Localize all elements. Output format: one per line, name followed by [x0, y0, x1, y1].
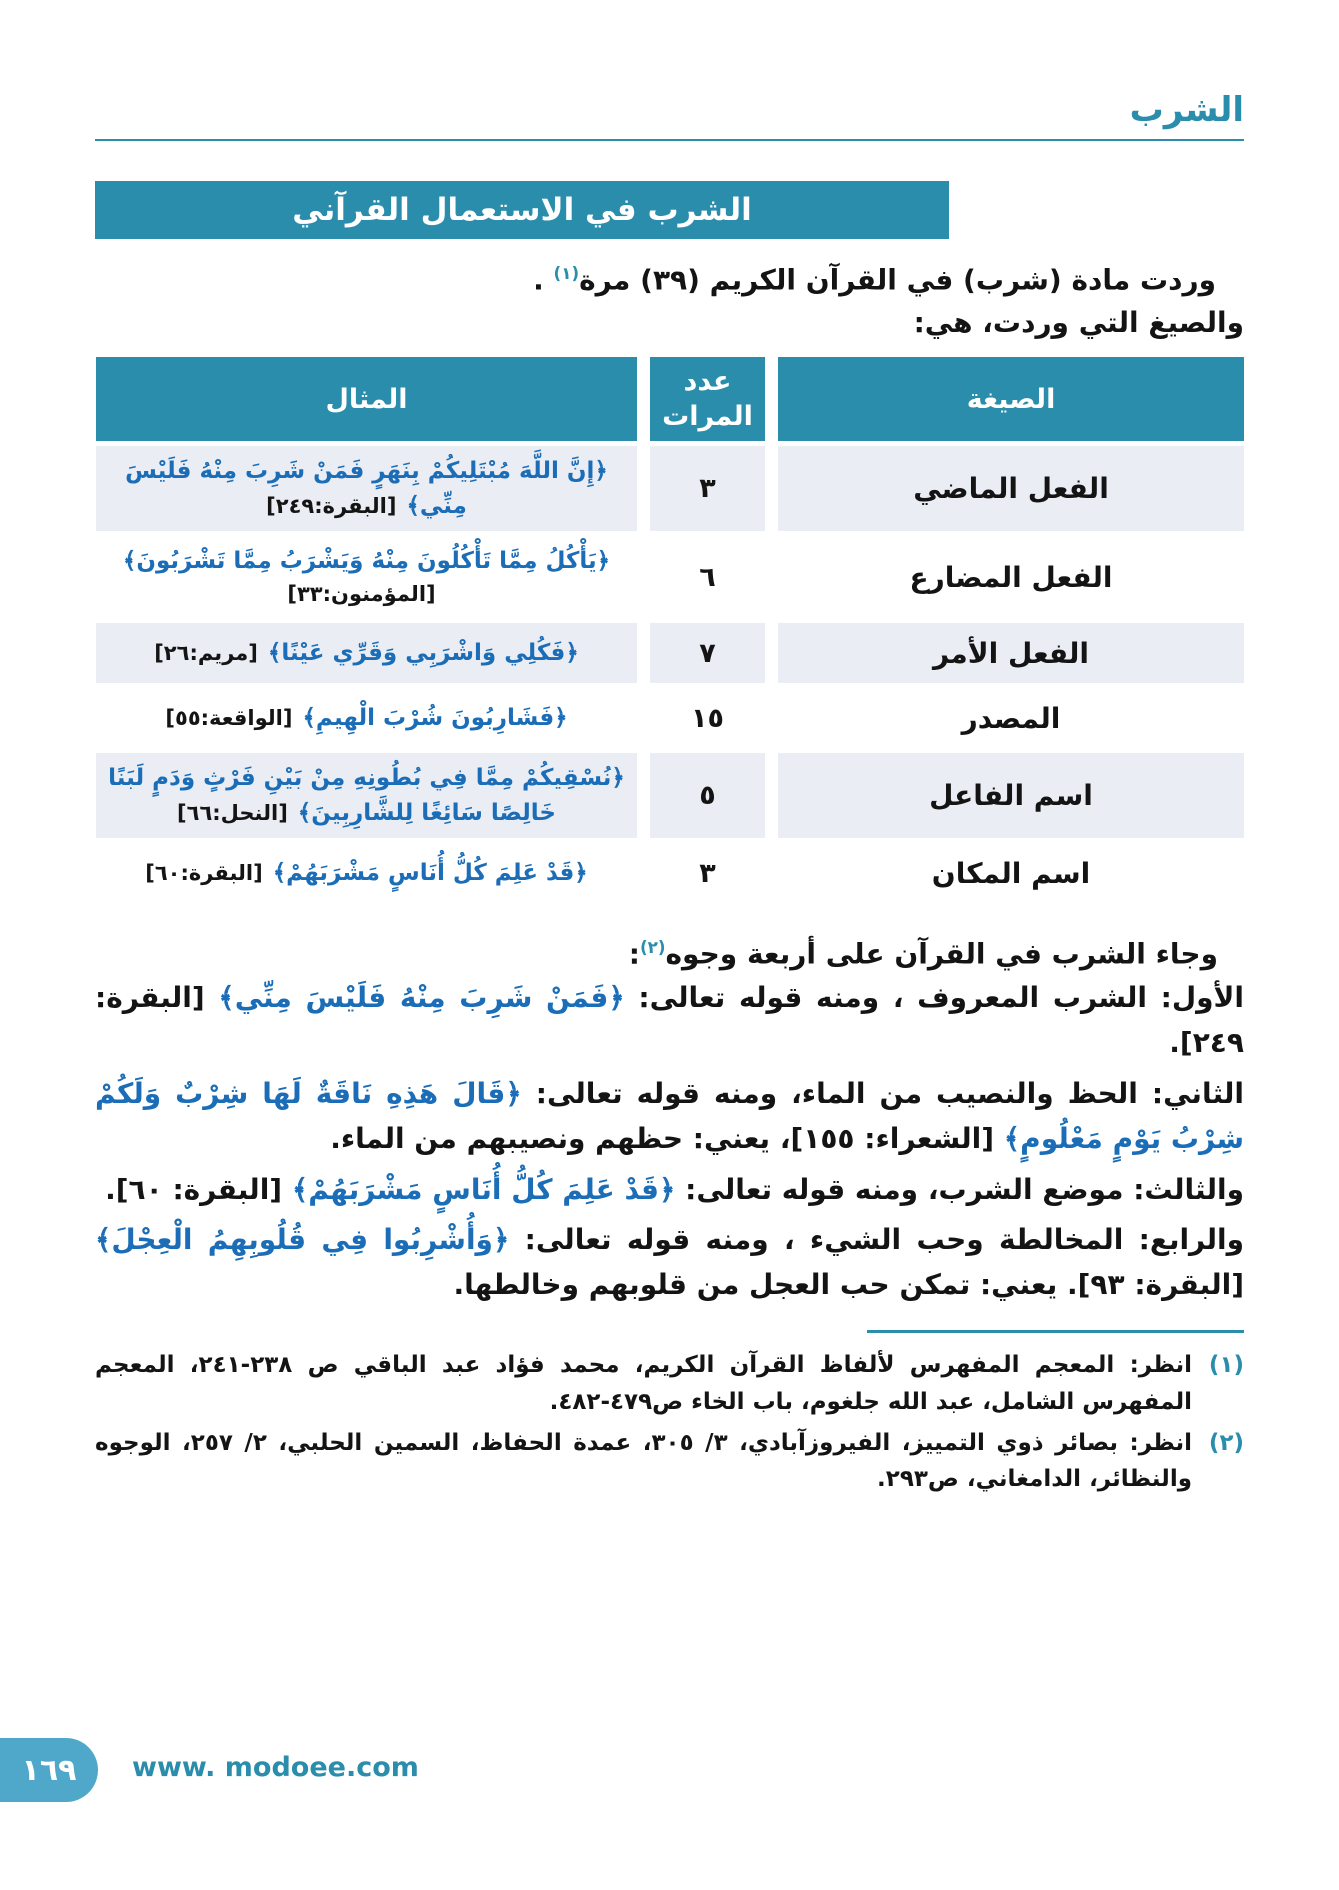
table-row: [95, 843, 1244, 903]
usage-item: [95, 1218, 1244, 1308]
verse-reference: [البقرة: ٢٤٩].: [95, 981, 1244, 1060]
verse-reference: [البقرة:٢٤٩]: [266, 493, 397, 518]
header-form: الصيغة: [778, 357, 1244, 441]
quran-verse: ﴿فَمَنْ شَرِبَ مِنْهُ فَلَيْسَ مِنِّي﴾: [218, 981, 625, 1015]
page-number: ١٦٩: [21, 1752, 77, 1788]
form-cell: الفعل المضارع: [778, 536, 1244, 618]
count-cell: ٣: [650, 446, 765, 531]
quran-verse: ﴿وَأُشْرِبُوا فِي قُلُوبِهِمُ الْعِجْلَ﴾: [95, 1223, 510, 1257]
section-title: الشرب في الاستعمال القرآني: [292, 191, 752, 228]
footnotes: [95, 1347, 1244, 1498]
footnote: [95, 1347, 1244, 1421]
verse-reference: [المؤمنون:٣٣]: [287, 581, 436, 606]
verse-reference: [البقرة:٦٠]: [145, 860, 263, 885]
usage-item-tail: يعني: تمكن حب العجل من قلوبهم وخالطها.: [453, 1268, 1067, 1302]
example-text: [165, 701, 567, 736]
quran-verse: ﴿إِنَّ اللَّهَ مُبْتَلِيكُمْ بِنَهَرٍ فَمَنْ شَرِبَ مِنْهُ فَلَيْسَ مِنِّي﴾: [125, 458, 608, 519]
usage-item-tail: يعني: حظهم ونصيبهم من الماء.: [330, 1121, 780, 1155]
table-row: [95, 688, 1244, 748]
header-rule: [95, 139, 1244, 141]
example-cell: [96, 843, 637, 903]
count-cell: ٥: [650, 753, 765, 838]
example-cell: [96, 753, 637, 838]
verse-reference: [مريم:٢٦]: [154, 640, 258, 665]
example-text: [154, 636, 579, 671]
example-text: [108, 544, 625, 610]
website-url: www. modoee.com: [132, 1752, 419, 1783]
count-cell: ١٥: [650, 688, 765, 748]
verse-reference: [البقرة: ٦٠].: [105, 1172, 292, 1206]
quran-verse: ﴿فَكُلِي وَاشْرَبِي وَقَرِّي عَيْنًا﴾: [267, 639, 579, 666]
example-text: [108, 454, 625, 523]
verse-reference: [الواقعة:٥٥]: [165, 705, 293, 730]
example-text: [108, 761, 625, 830]
footnote-marker-2: (٢): [639, 937, 666, 958]
form-cell: الفعل الماضي: [778, 446, 1244, 531]
footnote-separator: [867, 1330, 1244, 1333]
intro-line-1: [95, 263, 1216, 296]
verse-reference: [النحل:٦٦]: [177, 800, 288, 825]
usage-item-label: والثالث:: [1133, 1172, 1244, 1206]
usage-item: [95, 1072, 1244, 1162]
usage-intro: [95, 937, 1218, 970]
table-header-row: [95, 357, 1244, 441]
section-title-bar: [95, 181, 949, 239]
usage-item: [95, 1168, 1244, 1213]
header-example: المثال: [96, 357, 637, 441]
table-row: [95, 753, 1244, 838]
footnote-number: (٢): [1208, 1429, 1244, 1456]
usage-intro-colon: :: [628, 937, 640, 971]
intro-text: وردت مادة (شرب) في القرآن الكريم (٣٩) مرة: [579, 263, 1216, 297]
running-head: الشرب: [1129, 90, 1244, 130]
quran-verse: ﴿نُسْقِيكُمْ مِمَّا فِي بُطُونِهِ مِنْ بَيْنِ فَرْثٍ وَدَمٍ لَبَنًا خَالِصًا سَائِغًا لِلشَّارِبِينَ﴾: [108, 765, 625, 826]
footnote-text: انظر: المعجم المفهرس لألفاظ القرآن الكريم، محمد فؤاد عبد الباقي ص ٢٣٨-٢٤١، المعجم المفهرس الشامل، عبد الله جلغوم، باب الخاء ص٤٧٩-٤٨٢.: [95, 1352, 1192, 1415]
forms-table: [95, 357, 1244, 903]
quran-verse: ﴿قَالَ هَذِهِ نَاقَةٌ لَهَا شِرْبٌ وَلَكُمْ شِرْبُ يَوْمٍ مَعْلُومٍ﴾: [95, 1077, 1244, 1155]
table-row: [95, 623, 1244, 683]
form-cell: اسم المكان: [778, 843, 1244, 903]
count-cell: ٣: [650, 843, 765, 903]
form-cell: الفعل الأمر: [778, 623, 1244, 683]
verse-reference: [البقرة: ٩٣].: [1066, 1268, 1244, 1302]
table-row: [95, 536, 1244, 618]
quran-verse: ﴿قَدْ عَلِمَ كُلُّ أُنَاسٍ مَشْرَبَهُمْ﴾: [291, 1172, 676, 1206]
example-cell: [96, 536, 637, 618]
count-cell: ٦: [650, 536, 765, 618]
example-cell: [96, 446, 637, 531]
usage-item-text: موضع الشرب، ومنه قوله تعالى:: [675, 1172, 1134, 1206]
table-row: [95, 446, 1244, 531]
count-cell: ٧: [650, 623, 765, 683]
footnote-text: انظر: بصائر ذوي التمييز، الفيروزآبادي، ٣/ ٣٠٥، عمدة الحفاظ، السمين الحلبي، ٢/ ٢٥٧، الوجوه والنظائر، الدامغاني، ص٢٩٣.: [95, 1429, 1192, 1493]
quran-verse: ﴿يَأْكُلُ مِمَّا تَأْكُلُونَ مِنْهُ وَيَشْرَبُ مِمَّا تَشْرَبُونَ﴾: [122, 548, 611, 575]
example-cell: [96, 688, 637, 748]
usage-item-text: الحظ والنصيب من الماء، ومنه قوله تعالى:: [521, 1077, 1152, 1111]
usage-item-text: المخالطة وحب الشيء ، ومنه قوله تعالى:: [509, 1223, 1139, 1257]
footnote-marker-1: (١): [553, 262, 580, 283]
usage-item: [95, 976, 1244, 1066]
intro-line-2: والصيغ التي وردت، هي:: [913, 306, 1244, 340]
intro-period: .: [533, 263, 554, 297]
form-cell: اسم الفاعل: [778, 753, 1244, 838]
example-cell: [96, 623, 637, 683]
quran-verse: ﴿فَشَارِبُونَ شُرْبَ الْهِيمِ﴾: [302, 704, 568, 731]
usage-item-text: الشرب المعروف ، ومنه قوله تعالى:: [624, 981, 1161, 1015]
verse-reference: [الشعراء: ١٥٥]،: [779, 1121, 1004, 1155]
header-count: عدد المرات: [650, 357, 765, 441]
usage-item-label: والرابع:: [1138, 1223, 1244, 1257]
usage-intro-text: وجاء الشرب في القرآن على أربعة وجوه: [665, 937, 1218, 971]
usage-item-label: الأول:: [1160, 981, 1244, 1015]
quran-verse: ﴿قَدْ عَلِمَ كُلُّ أُنَاسٍ مَشْرَبَهُمْ﴾: [272, 859, 588, 886]
footnote-number: (١): [1208, 1352, 1244, 1379]
page-number-tab: [0, 1738, 98, 1802]
example-text: [145, 856, 588, 891]
footnote: [95, 1425, 1244, 1499]
form-cell: المصدر: [778, 688, 1244, 748]
usage-item-label: الثاني:: [1151, 1077, 1244, 1111]
